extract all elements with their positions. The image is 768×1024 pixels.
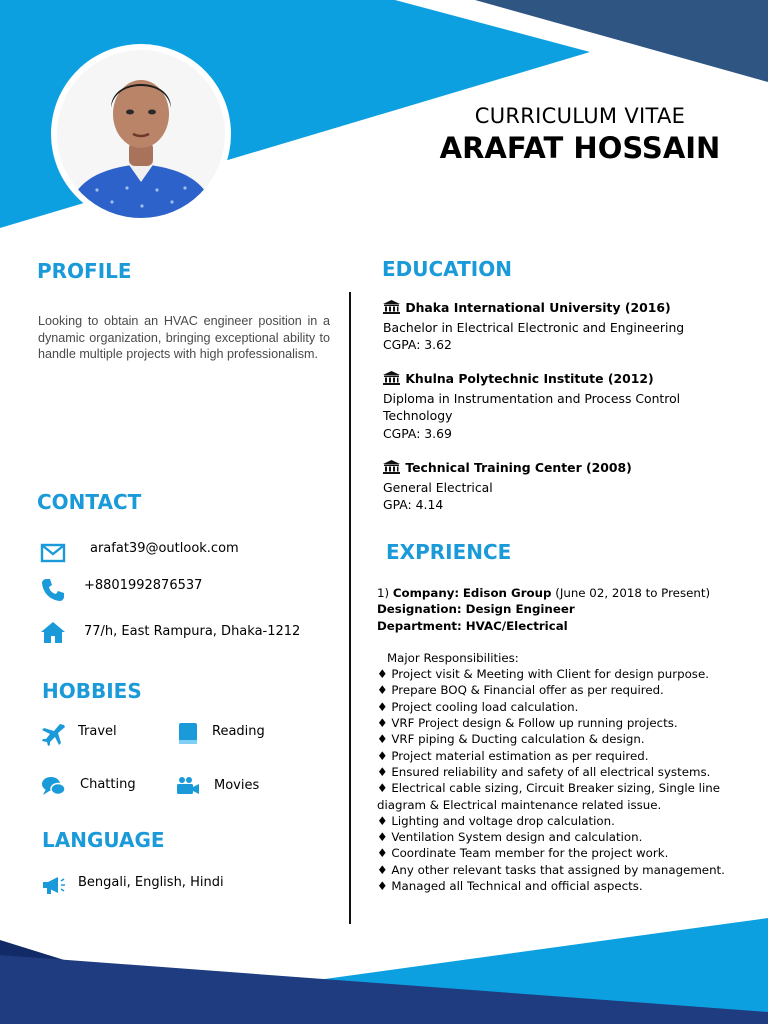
education-degree: Diploma in Instrumentation and Process Control [383, 390, 681, 406]
contact-heading: CONTACT [37, 490, 142, 514]
book-icon [175, 721, 201, 747]
chat-icon [40, 773, 66, 799]
company-label: Company: [392, 586, 460, 600]
experience-number: 1) [377, 586, 390, 600]
list-item: ♦ Lighting and voltage drop calculation. [377, 813, 615, 828]
education-grade: GPA: 4.14 [383, 497, 444, 512]
list-item: ♦ Project material estimation as per required. [377, 748, 649, 763]
institution-icon [383, 300, 401, 319]
list-item: ♦ Electrical cable sizing, Circuit Breaker sizing, Single line diagram & Electrical maintenance related issue. [377, 781, 720, 812]
list-item: ♦ Coordinate Team member for the project work. [377, 846, 669, 861]
education-degree: Bachelor in Electrical Electronic and Engineering [383, 319, 685, 335]
designation: Designation: Design Engineer [377, 602, 575, 617]
education-entry-3 [383, 459, 743, 514]
language-list: Bengali, English, Hindi [78, 875, 224, 890]
envelope-icon [40, 540, 66, 566]
person-name: ARAFAT HOSSAIN [439, 131, 721, 165]
department: Department: HVAC/Electrical [377, 618, 568, 633]
contact-phone[interactable]: +8801992876537 [84, 578, 203, 593]
list-item: ♦ VRF piping & Ducting calculation & design. [377, 732, 645, 747]
airplane-icon [40, 721, 66, 747]
education-institution: Dhaka International University (2016) [405, 300, 671, 315]
phone-icon [40, 577, 66, 603]
hobby-travel-label: Travel [78, 724, 117, 739]
column-divider [349, 292, 351, 924]
responsibilities-heading: Major Responsibilities: [387, 650, 519, 665]
list-item: ♦ Project cooling load calculation. [377, 699, 579, 714]
education-degree-cont: Technology [383, 408, 453, 423]
hobbies-heading: HOBBIES [42, 679, 142, 703]
list-item: ♦ Project visit & Meeting with Client for design purpose. [377, 667, 709, 682]
experience-entry [377, 585, 737, 894]
hobby-reading-label: Reading [212, 724, 265, 739]
list-item: ♦ Ensured reliability and safety of all electrical systems. [377, 764, 711, 779]
list-item: ♦ Any other relevant tasks that assigned by management. [377, 862, 725, 877]
education-grade: CGPA: 3.69 [383, 425, 452, 441]
education-institution: Khulna Polytechnic Institute (2012) [405, 371, 654, 386]
company-name: Edison Group [462, 586, 552, 600]
employment-period: (June 02, 2018 to Present) [555, 586, 711, 600]
responsibilities-list [377, 666, 737, 894]
language-heading: LANGUAGE [42, 828, 165, 852]
profile-heading: PROFILE [37, 259, 132, 283]
experience-heading: EXPRIENCE [386, 540, 512, 564]
education-grade: CGPA: 3.62 [383, 337, 452, 352]
profile-photo [57, 50, 225, 218]
hobby-chatting-label: Chatting [80, 777, 136, 792]
list-item: ♦ Ventilation System design and calculation. [377, 830, 643, 845]
profile-text: Looking to obtain an HVAC engineer position in a dynamic organization, bringing exceptional ability to handle multiple projects with high professionalism. [38, 314, 330, 362]
institution-icon [383, 460, 401, 479]
list-item: ♦ Prepare BOQ & Financial offer as per required. [377, 683, 664, 698]
cv-label: CURRICULUM VITAE [474, 104, 686, 128]
institution-icon [383, 371, 401, 390]
contact-email[interactable]: arafat39@outlook.com [90, 541, 239, 556]
list-item: ♦ Managed all Technical and official aspects. [377, 879, 643, 894]
profile-photo-frame [51, 44, 231, 224]
education-institution: Technical Training Center (2008) [405, 460, 632, 475]
home-icon [40, 620, 66, 646]
megaphone-icon [40, 872, 66, 898]
hobby-movies-label: Movies [214, 778, 260, 793]
list-item: ♦ VRF Project design & Follow up running projects. [377, 716, 678, 731]
video-camera-icon [175, 773, 201, 799]
education-heading: EDUCATION [382, 257, 512, 281]
contact-address: 77/h, East Rampura, Dhaka-1212 [84, 624, 301, 639]
education-entry-2 [383, 370, 743, 442]
education-entry-1 [383, 299, 743, 354]
education-degree: General Electrical [383, 479, 493, 495]
